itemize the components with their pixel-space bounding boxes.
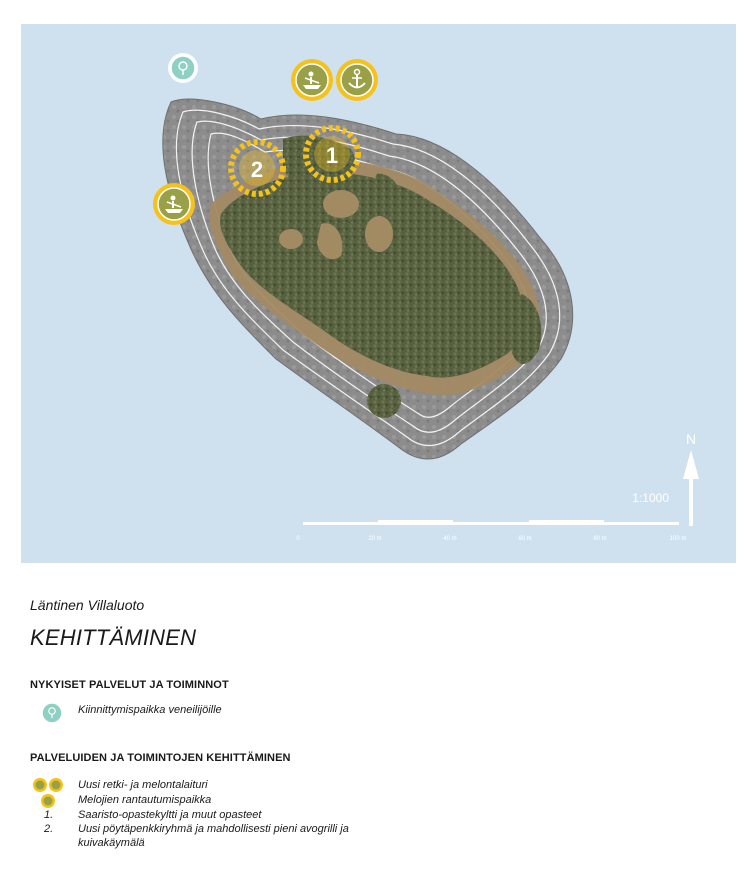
scale-tick: 0 (296, 536, 300, 542)
place-name: Läntinen Villaluoto (30, 597, 145, 613)
burst-marker-2-label: 2 (250, 157, 264, 182)
scale-label: 1:1000 (632, 491, 669, 505)
north-arrow (683, 431, 699, 526)
scale-bar (303, 520, 679, 525)
page-title: KEHITTÄMINEN (30, 625, 197, 650)
mooring-marker[interactable] (168, 53, 198, 83)
legend-number: 1. (44, 809, 54, 821)
mooring-icon (41, 702, 63, 724)
scale-tick: 40 m (443, 536, 457, 542)
scale-tick: 100 m (669, 536, 687, 542)
canoe-icon (40, 793, 56, 809)
legend-label: Uusi retki- ja melontalaituri (78, 779, 208, 791)
legend-label: Uusi pöytäpenkkiryhmä ja mahdollisesti pieni avogrilli ja (78, 823, 349, 835)
legend-item-pier (30, 779, 430, 795)
current-services-title: NYKYISET PALVELUT JA TOIMINNOT (30, 679, 229, 691)
pier-marker-anchor[interactable] (336, 59, 378, 101)
burst-marker-1-label: 1 (325, 143, 339, 168)
legend-label: Kiinnittymispaikka veneilijöille (78, 704, 222, 716)
pier-icon (32, 777, 64, 793)
legend (30, 597, 730, 849)
scale-ticks (296, 536, 686, 542)
legend-label: Melojien rantautumispaikka (78, 794, 212, 806)
scale-tick: 80 m (593, 536, 607, 542)
north-label: N (685, 431, 697, 447)
canoe-landing-marker[interactable] (153, 183, 195, 225)
legend-item-mooring (30, 704, 430, 724)
pier-marker-canoe[interactable] (291, 59, 333, 101)
legend-item-2 (30, 823, 430, 853)
legend-item-canoe (30, 794, 430, 810)
scale-tick: 20 m (368, 536, 382, 542)
scale-tick: 60 m (518, 536, 532, 542)
legend-number: 2. (44, 823, 54, 835)
island-map (21, 24, 736, 563)
legend-label: Saaristo-opastekyltti ja muut opasteet (78, 809, 262, 821)
legend-label-cont: kuivakäymälä (78, 837, 145, 849)
development-title: PALVELUIDEN JA TOIMINTOJEN KEHITTÄMINEN (30, 752, 291, 764)
